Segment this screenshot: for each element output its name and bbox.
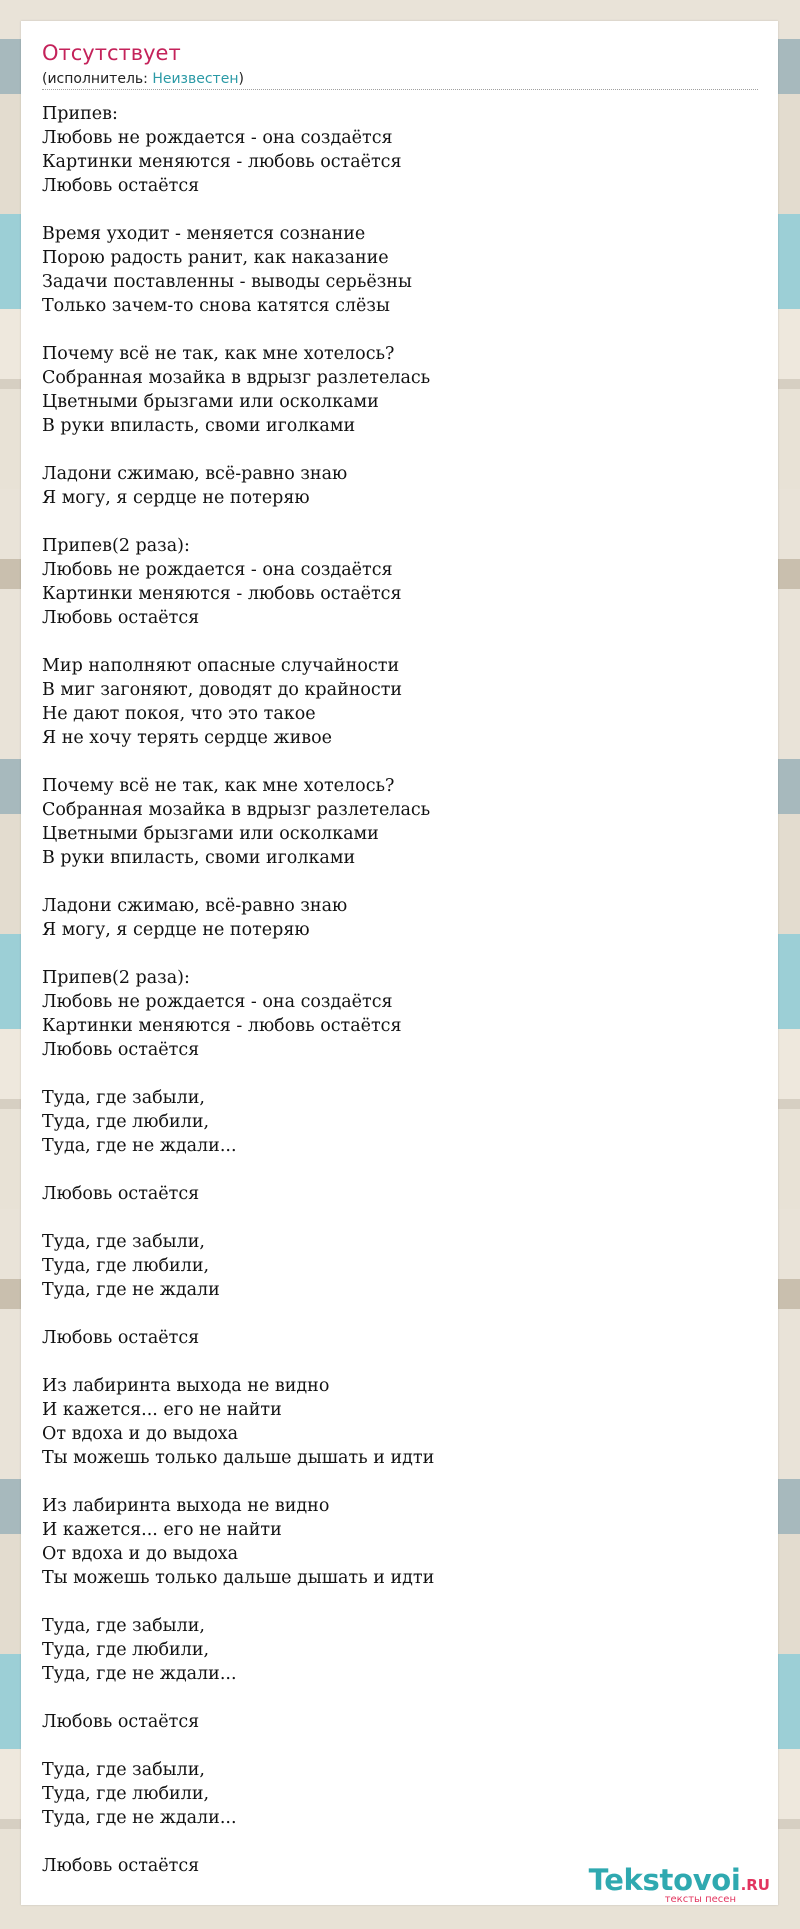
lyrics-text: Припев: Любовь не рождается - она создаётся Картинки меняются - любовь остаётся Любовь остаётся Время уходит - меняется сознание Порою радость ранит, как наказание Задачи поставленны - выводы серьёзны Только зачем-то снова катятся слёзы Почему всё не так, как мне хотелось? Собранная мозайка в вдрызг разлетелась Цветными брызгами или осколками В руки впиласть, своми иголками Ладони сжимаю, всё-равно знаю Я могу, я сердце не потеряю Припев(2 раза): Любовь не рождается - она создаётся Картинки меняются - любовь остаётся Любовь остаётся Мир наполняют опасные случайности В миг загоняют, доводят до крайности Не дают покоя, что это такое Я не хочу терять сердце живое Почему всё не так, как мне хотелось? Собранная мозайка в вдрызг разлетелась Цветными брызгами или осколками В руки впиласть, своми иголками Ладони сжимаю, всё-равно знаю Я могу, я сердце не потеряю Припев(2 раза): Любовь не рождается - она создаётся Картинки меняются - любовь остаётся Любовь остаётся Туда, где забыли, Туда, где любили, Туда, где не ждали... Любовь остаётся Туда, где забыли, Туда, где любили, Туда, где не ждали Любовь остаётся Из лабиринта выхода не видно И кажется... его не найти От вдоха и до выдоха Ты можешь только дальше дышать и идти Из лабиринта выхода не видно И кажется... его не найти От вдоха и до выдоха Ты можешь только дальше дышать и идти Туда, где забыли, Туда, где любили, Туда, где не ждали... Любовь остаётся Туда, где забыли, Туда, где любили, Туда, где не ждали... Любовь остаётся [42,104,435,1876]
artist-line [42,70,244,88]
site-logo[interactable] [589,1865,770,1905]
logo-wordmark [589,1865,770,1895]
logo-subtitle: тексты песен [664,1894,736,1905]
logo-main-text: Tekstovoi [588,1863,741,1897]
artist-prefix: (исполнитель: [42,71,153,87]
title-divider [42,89,758,90]
logo-tld-text: .RU [740,1876,770,1894]
song-title: Отсутствует [42,41,181,65]
artist-suffix: ) [238,71,244,87]
artist-link[interactable]: Неизвестен [152,71,239,87]
